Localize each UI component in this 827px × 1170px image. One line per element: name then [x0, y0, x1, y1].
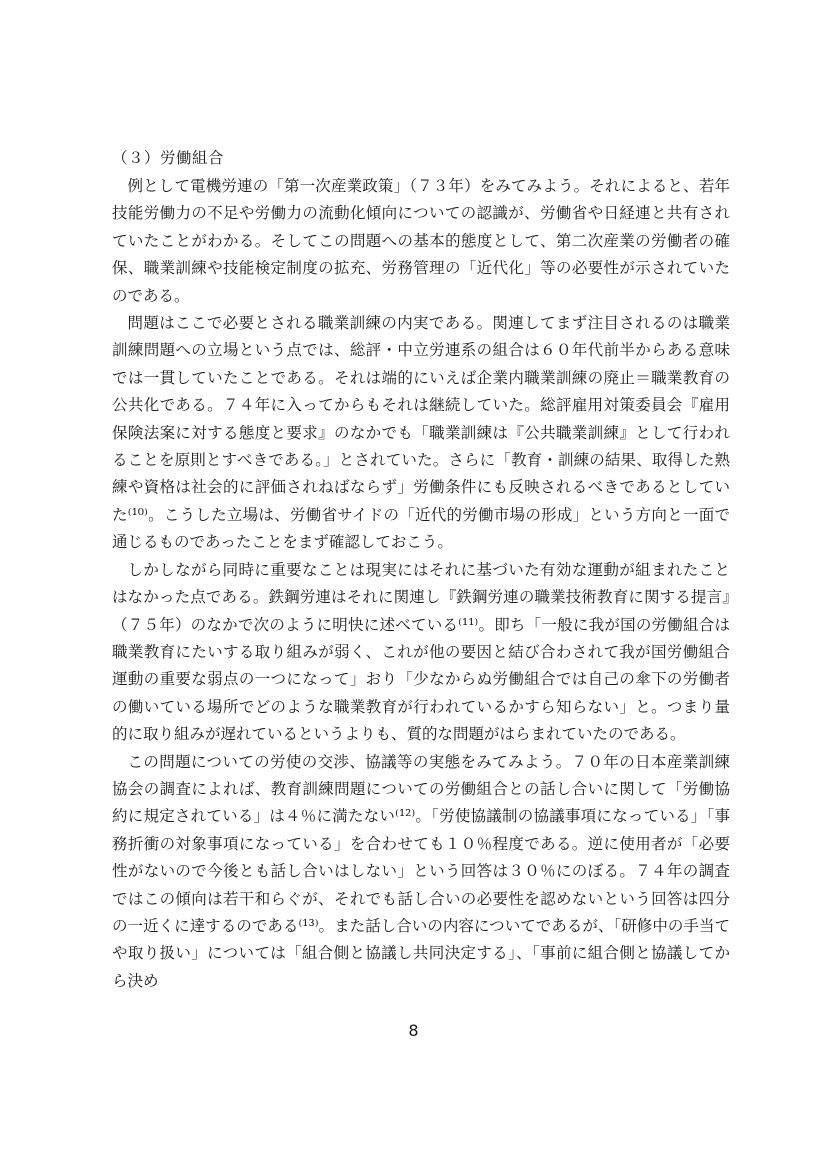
paragraph: 例として電機労連の「第一次産業政策」（７３年）をみてみよう。それによると、若年技能労働力の不足や労働力の流動化傾向についての認識が、労働省や日経連と共有されていたことがわかる。そしてこの問題への基本的態度として、第二次産業の労働者の確保、職業訓練や技能検定制度の拡充、労務管理の「近代化」等の必要性が示されていたのである。: [112, 177, 730, 305]
page-number: 8: [408, 1021, 419, 1040]
paragraph: しかしながら同時に重要なことは現実にはそれに基づいた有効な運動が組まれたことはなかった点である。鉄鋼労連はそれに関連し『鉄鋼労連の職業技術教育に関する提言』（７５年）のなかで次のように明快に述べている⁽¹¹⁾。即ち「一般に我が国の労働組合は職業教育にたいする取り組みが弱く、これが他の要因と結び合わされて我が国労働組合運動の重要な弱点の一つになって」おり「少なからぬ労働組合では自己の傘下の労働者の働いている場所でどのような職業教育が行われているかすら知らない」と。つまり量的に取り組みが遅れているというよりも、質的な問題がはらまれていたのである。: [112, 560, 730, 744]
section-heading: （３）労働組合: [112, 149, 225, 167]
paragraph: 問題はここで必要とされる職業訓練の内実である。関連してまず注目されるのは職業訓練問題への立場という点では、総評・中立労連系の組合は６０年代前半からある意味では一貫していたことである。それは端的にいえば企業内職業訓練の廃止＝職業教育の公共化である。７４年に入ってからもそれは継続していた。総評雇用対策委員会『雇用保険法案に対する態度と要求』のなかでも「職業訓練は『公共職業訓練』として行われることを原則とすべきである。」とされていた。さらに「教育・訓練の結果、取得した熟練や資格は社会的に評価されねばならず」労働条件にも反映されるべきであるとしていた⁽¹⁰⁾。こうした立場は、労働省サイドの「近代的労働市場の形成」という方向と一面で通じるものであったことをまず確認しておこう。: [112, 314, 730, 552]
paragraph: この問題についての労使の交渉、協議等の実態をみてみよう。７０年の日本産業訓練協会の調査によれば、教育訓練問題についての労働組合との話し合いに関して「労働協約に規定されている」は４％に満たない⁽¹²⁾。「労使協議制の協議事項になっている」「事務折衝の対象事項になっている」を合わせても１０％程度である。逆に使用者が「必要性がないので今後とも話し合いはしない」という回答は３０％にのぼる。７４年の調査ではこの傾向は若干和らぐが、それでも話し合いの必要性を認めないという回答は四分の一近くに達するのである⁽¹³⁾。また話し合いの内容についてであるが、「研修中の手当てや取り扱い」については「組合側と協議し共同決定する」、「事前に組合側と協議してから決め: [112, 752, 730, 990]
body-text: [112, 173, 730, 995]
